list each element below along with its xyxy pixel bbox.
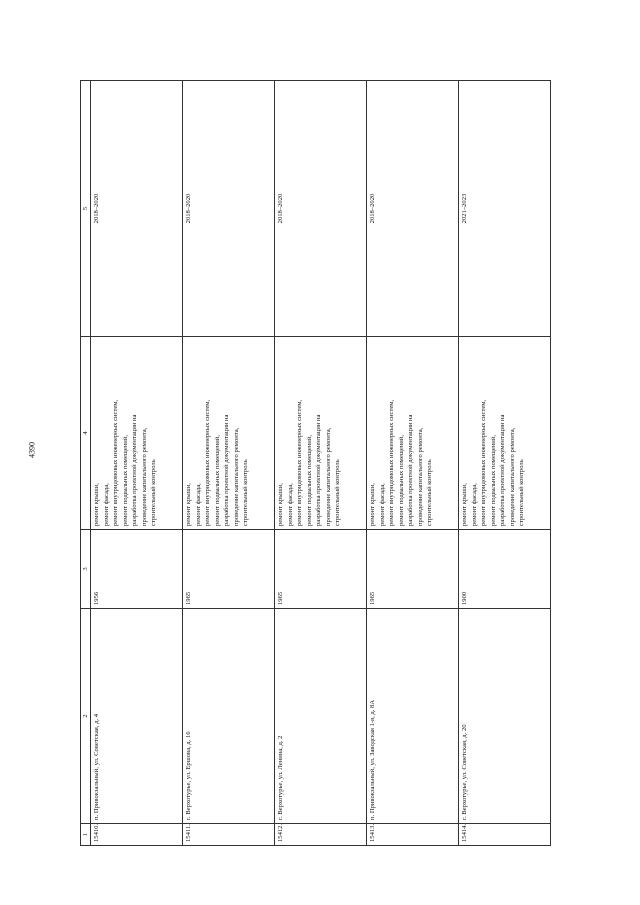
row-number-cell: 15412. bbox=[275, 824, 367, 846]
work-item: строительный контроль bbox=[518, 459, 526, 526]
work-item: ремонт подвальных помещений, bbox=[397, 435, 405, 526]
work-item: ремонт внутридомовых инженерных систем, bbox=[480, 399, 488, 526]
work-item: разработка проектной документации на bbox=[499, 414, 507, 526]
work-item: проведение капитального ремонта, bbox=[140, 427, 148, 526]
work-item: разработка проектной документации на bbox=[407, 414, 415, 526]
work-item: ремонт крыши, bbox=[277, 483, 284, 526]
work-item: ремонт подвальных помещений, bbox=[489, 435, 497, 526]
address-cell: г. Верхотурье, ул. Ершова, д. 16 bbox=[183, 609, 275, 824]
table-row bbox=[459, 81, 551, 846]
work-item: строительный контроль bbox=[150, 459, 158, 526]
work-item: ремонт крыши, bbox=[93, 483, 100, 526]
year-built-cell: 1900 bbox=[459, 530, 551, 609]
row-number-cell: 15414. bbox=[459, 824, 551, 846]
table-row bbox=[275, 81, 367, 846]
work-item: ремонт крыши, bbox=[185, 483, 192, 526]
work-item: ремонт фасада, bbox=[286, 483, 294, 526]
work-item: разработка проектной документации на bbox=[223, 414, 231, 526]
work-item: ремонт подвальных помещений, bbox=[121, 435, 129, 526]
work-item: ремонт фасада, bbox=[102, 483, 110, 526]
table-row bbox=[367, 81, 459, 846]
table-row bbox=[183, 81, 275, 846]
row-number-cell: 15411. bbox=[183, 824, 275, 846]
work-item: разработка проектной документации на bbox=[315, 414, 323, 526]
column-number-row bbox=[81, 81, 91, 846]
table-row bbox=[91, 81, 183, 846]
work-item: строительный контроль bbox=[242, 459, 250, 526]
works-cell bbox=[275, 337, 367, 530]
row-number-cell: 15410. bbox=[91, 824, 183, 846]
year-built-cell: 1956 bbox=[91, 530, 183, 609]
period-cell: 2018–2020 bbox=[91, 81, 183, 337]
period-cell: 2018–2020 bbox=[367, 81, 459, 337]
work-item: проведение капитального ремонта, bbox=[324, 427, 332, 526]
column-header: 1 bbox=[81, 824, 91, 846]
work-item: ремонт подвальных помещений, bbox=[213, 435, 221, 526]
repair-schedule-table bbox=[80, 80, 551, 846]
work-item: проведение капитального ремонта, bbox=[416, 427, 424, 526]
address-cell: г. Верхотурье, ул. Советская, д. 20 bbox=[459, 609, 551, 824]
period-cell: 2018–2020 bbox=[275, 81, 367, 337]
works-cell bbox=[459, 337, 551, 530]
works-cell bbox=[367, 337, 459, 530]
work-item: ремонт подвальных помещений, bbox=[305, 435, 313, 526]
work-item: ремонт фасада, bbox=[194, 483, 202, 526]
rotated-table-container bbox=[80, 81, 552, 846]
column-header: 5 bbox=[81, 81, 91, 337]
year-built-cell: 1965 bbox=[183, 530, 275, 609]
work-item: строительный контроль bbox=[426, 459, 434, 526]
works-cell bbox=[183, 337, 275, 530]
work-item: ремонт внутридомовых инженерных систем, bbox=[296, 399, 304, 526]
period-cell: 2018–2020 bbox=[183, 81, 275, 337]
row-number-cell: 15413. bbox=[367, 824, 459, 846]
column-header: 2 bbox=[81, 609, 91, 824]
works-cell bbox=[91, 337, 183, 530]
work-item: ремонт внутридомовых инженерных систем, bbox=[204, 399, 212, 526]
year-built-cell: 1965 bbox=[275, 530, 367, 609]
work-item: строительный контроль bbox=[334, 459, 342, 526]
address-cell: г. Верхотурье, ул. Ленина, д. 2 bbox=[275, 609, 367, 824]
address-cell: п. Привокзальный, ул. Советская, д. 4 bbox=[91, 609, 183, 824]
work-item: ремонт фасада, bbox=[470, 483, 478, 526]
work-item: ремонт крыши, bbox=[461, 483, 468, 526]
column-header: 4 bbox=[81, 337, 91, 530]
page-number: 4390 bbox=[27, 442, 37, 458]
column-header: 3 bbox=[81, 530, 91, 609]
work-item: проведение капитального ремонта, bbox=[508, 427, 516, 526]
work-item: проведение капитального ремонта, bbox=[232, 427, 240, 526]
year-built-cell: 1965 bbox=[367, 530, 459, 609]
work-item: ремонт внутридомовых инженерных систем, bbox=[388, 399, 396, 526]
work-item: ремонт фасада, bbox=[378, 483, 386, 526]
address-cell: п. Привокзальный, ул. Заводская 1-я, д. 8А bbox=[367, 609, 459, 824]
period-cell: 2021–2023 bbox=[459, 81, 551, 337]
work-item: ремонт крыши, bbox=[369, 483, 376, 526]
work-item: ремонт внутридомовых инженерных систем, bbox=[112, 399, 120, 526]
work-item: разработка проектной документации на bbox=[131, 414, 139, 526]
